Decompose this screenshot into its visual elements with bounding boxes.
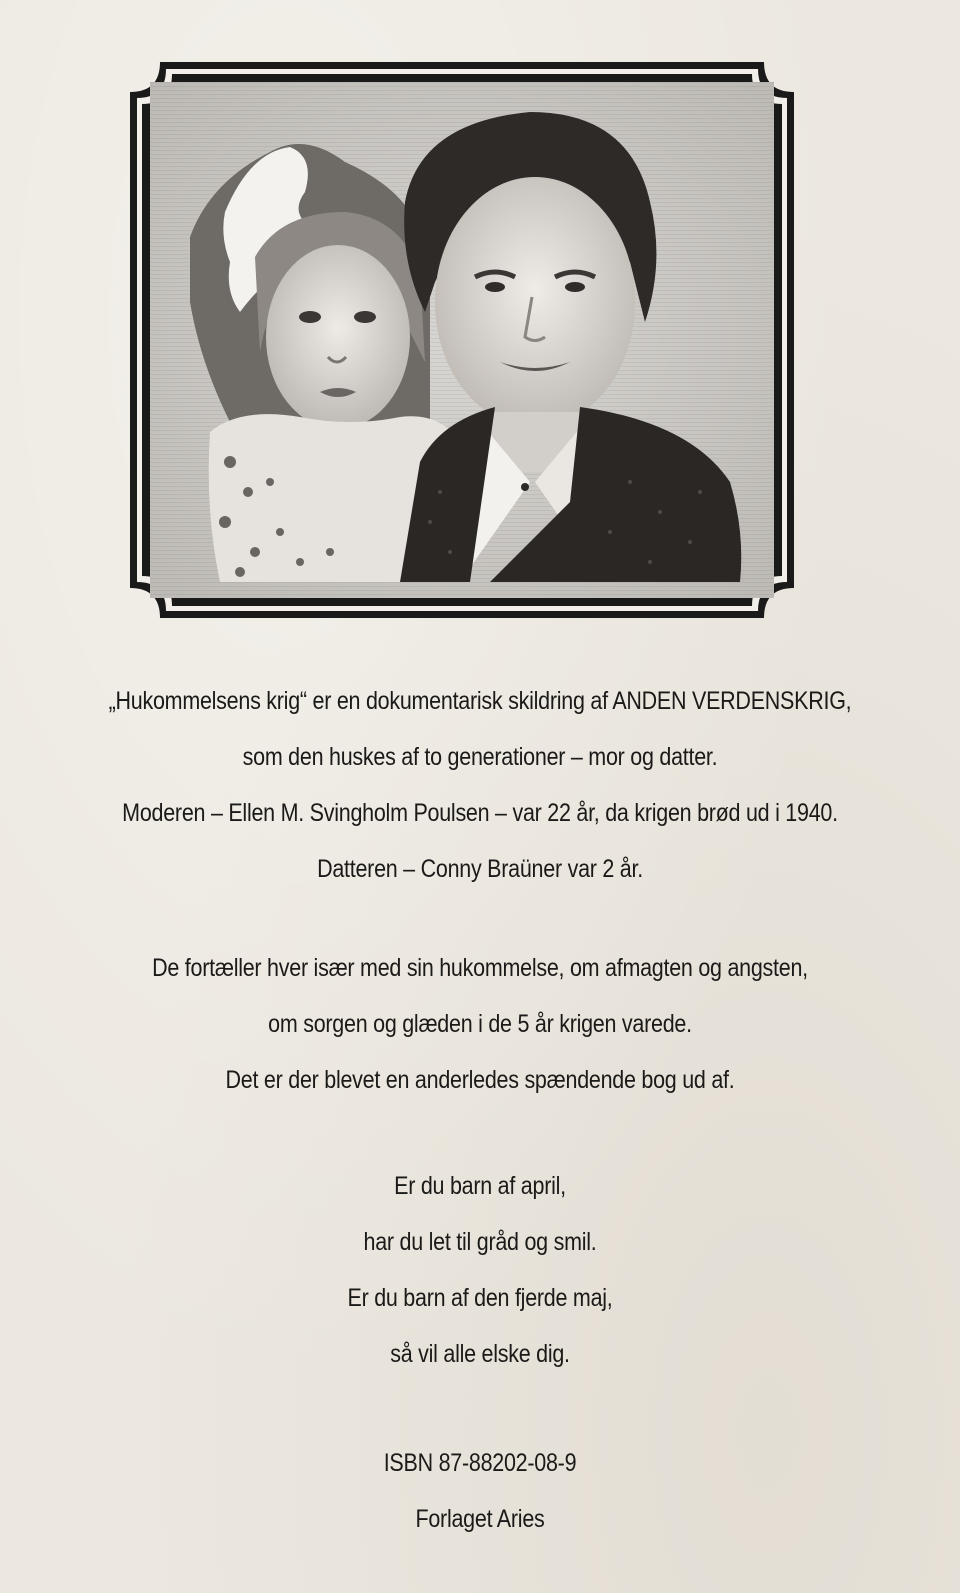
intro-line: Moderen – Ellen M. Svingholm Poulsen – var 22 år, da krigen brød ud i 1940. — [122, 799, 838, 827]
story-text — [67, 940, 893, 1108]
verse-line: Er du barn af den fjerde maj, — [347, 1284, 613, 1312]
verse-text — [67, 1158, 893, 1382]
story-line: om sorgen og glæden i de 5 år krigen varede. — [268, 1010, 692, 1038]
verse-line: Er du barn af april, — [394, 1172, 566, 1200]
publisher-info — [67, 1435, 893, 1547]
intro-line: Datteren – Conny Braüner var 2 år. — [317, 855, 643, 883]
story-line: De fortæller hver især med sin hukommelse, om afmagten og angsten, — [152, 954, 808, 982]
photo-frame — [130, 62, 794, 618]
intro-line: som den huskes af to generationer – mor og datter. — [242, 743, 718, 771]
publisher-name: Forlaget Aries — [415, 1505, 545, 1533]
verse-line: har du let til gråd og smil. — [363, 1228, 597, 1256]
story-line: Det er der blevet en anderledes spændende bog ud af. — [225, 1066, 735, 1094]
isbn-text: ISBN 87-88202-08-9 — [383, 1449, 577, 1477]
verse-line: så vil alle elske dig. — [390, 1340, 570, 1368]
intro-text — [67, 673, 893, 897]
mother-and-daughter-photo-icon — [130, 62, 794, 618]
intro-line: „Hukommelsens krig“ er en dokumentarisk skildring af ANDEN VERDENSKRIG, — [108, 687, 852, 715]
